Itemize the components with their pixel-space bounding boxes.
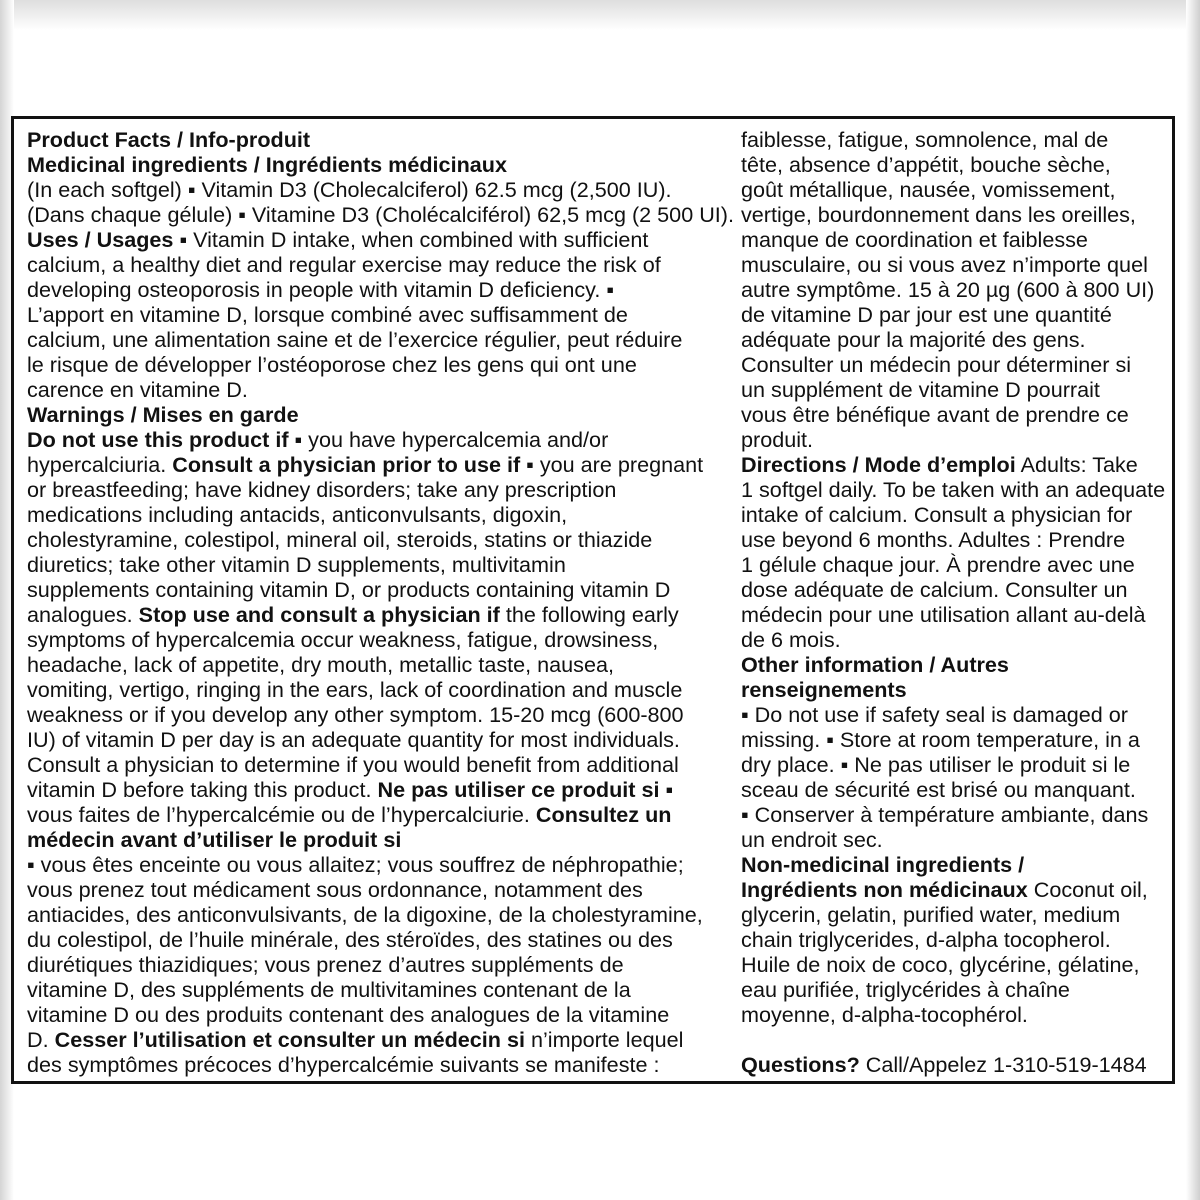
non-medicinal-ingredients-text: Coconut oil, glycerin, gelatin, purified water, medium chain triglycerides, d-alpha tocopherol. Huile de noix de coco, glycérine, gélatine, eau purifiée, triglycérides à chaîne moyenne, d-alpha-tocophérol. [741,877,1148,1027]
cesser-label: Cesser l’utilisation et consulter un médecin si [54,1027,525,1052]
photo-edge-shade-right [1186,0,1200,1200]
product-facts-title: Product Facts / Info-produit [27,127,311,152]
uses-text: Vitamin D intake, when combined with sufficient calcium, a healthy diet and regular exercise may reduce the risk of developing osteoporosis in people with vitamin D deficiency. ▪ L’apport en vitamine D, lorsque combiné avec suffisamment de calcium, une alimentation saine et de l’exercice régulier, peut réduire le risque de développer l’ostéoporose chez les gens qui ont une carence en vitamine D. [27,227,683,402]
stop-use-text: the following early symptoms of hypercalcemia occur weakness, fatigue, drowsiness, headache, lack of appetite, dry mouth, metallic taste, nausea, vomiting, vertigo, ringing in the ears, lack of coordination and muscle weakness or if you develop any other symptom. 15-20 mcg (600-800 IU) of vitamin D per day is an adequate quantity for most individuals. Consult a physician to determine if you would benefit from additional vitamin D before taking this product. [27,602,684,802]
stop-use-label: Stop use and consult a physician if [138,602,500,627]
consult-prior-label: Consult a physician prior to use if ▪ [172,452,534,477]
warnings-heading: Warnings / Mises en garde [27,402,299,427]
do-not-use-text: you have hypercalcemia and/or hypercalciuria. [27,427,609,477]
non-medicinal-ingredients-label: Non-medicinal ingredients / Ingrédients non médicinaux [741,852,1028,902]
consult-prior-text: you are pregnant or breastfeeding; have kidney disorders; take any prescription medications including antacids, anticonvulsants, digoxin, cholestyramine, colestipol, mineral oil, steroids, statins or thiazide diuretics; take other vitamin D supplements, multivitamin supplements containing vitamin D, or products containing vitamin D analogues. [27,452,704,627]
consultez-label: Consultez un médecin avant d’utiliser le produit si [27,802,672,852]
ne-pas-utiliser-text: vous faites de l’hypercalcémie ou de l’hypercalciurie. [27,802,530,827]
other-information-heading: Other information / Autres renseignements [741,652,1009,702]
product-facts-panel [11,116,1175,1084]
photo-edge-shade-top [0,0,1200,30]
questions-text: Call/Appelez 1-310-519-1484 [859,1052,1147,1077]
spacer [741,1027,1172,1052]
directions-text: Adults: Take 1 softgel daily. To be taken with an adequate intake of calcium. Consult a physician for use beyond 6 months. Adultes : Prendre 1 gélule chaque jour. À prendre avec une dose adéquate de calcium. Consulter un médecin pour une utilisation allant au-delà de 6 mois. [741,452,1166,652]
questions-label: Questions? [741,1052,860,1077]
left-column [14,119,740,1081]
medicinal-ingredients-en: (In each softgel) ▪ Vitamin D3 (Cholecalciferol) 62.5 mcg (2,500 IU). [27,177,672,202]
consultez-text: ▪ vous êtes enceinte ou vous allaitez; vous souffrez de néphropathie; vous prenez tout médicament sous ordonnance, notamment des antiacides, des anticonvulsivants, de la digoxine, de la cholestyramine, du colestipol, de l’huile minérale, des stéroïdes, des statines ou des diurétiques thiazidiques; vous prenez d’autres suppléments de vitamine D, des suppléments de multivitamines contenant de la vitamine D ou des produits contenant des analogues de la vitamine D. [27,852,703,1052]
uses-label: Uses / Usages ▪ [27,227,188,252]
cesser-text: n’importe lequel des symptômes précoces d’hypercalcémie suivants se manifeste : [27,1027,684,1077]
medicinal-ingredients-fr: (Dans chaque gélule) ▪ Vitamine D3 (Cholécalciférol) 62,5 mcg (2 500 UI). [27,202,734,227]
other-information-text: ▪ Do not use if safety seal is damaged or missing. ▪ Store at room temperature, in a dry place. ▪ Ne pas utiliser le produit si le sceau de sécurité est brisé ou manquant. ▪ Conserver à température ambiante, dans un endroit sec. [741,702,1149,852]
directions-label: Directions / Mode d’emploi [741,452,1016,477]
right-column [740,119,1172,1081]
continued-warnings-text: faiblesse, fatigue, somnolence, mal de tête, absence d’appétit, bouche sèche, goût métallique, nausée, vomissement, vertige, bourdonnement dans les oreilles, manque de coordination et faiblesse musculaire, ou si vous avez n’importe quel autre symptôme. 15 à 20 µg (600 à 800 UI) de vitamine D par jour est une quantité adéquate pour la majorité des gens. Consulter un médecin pour déterminer si un supplément de vitamine D pourrait vous être bénéfique avant de prendre ce produit. [741,127,1155,452]
ne-pas-utiliser-label: Ne pas utiliser ce produit si ▪ [377,777,674,802]
medicinal-ingredients-heading: Medicinal ingredients / Ingrédients médicinaux [27,152,507,177]
do-not-use-label: Do not use this product if ▪ [27,427,303,452]
